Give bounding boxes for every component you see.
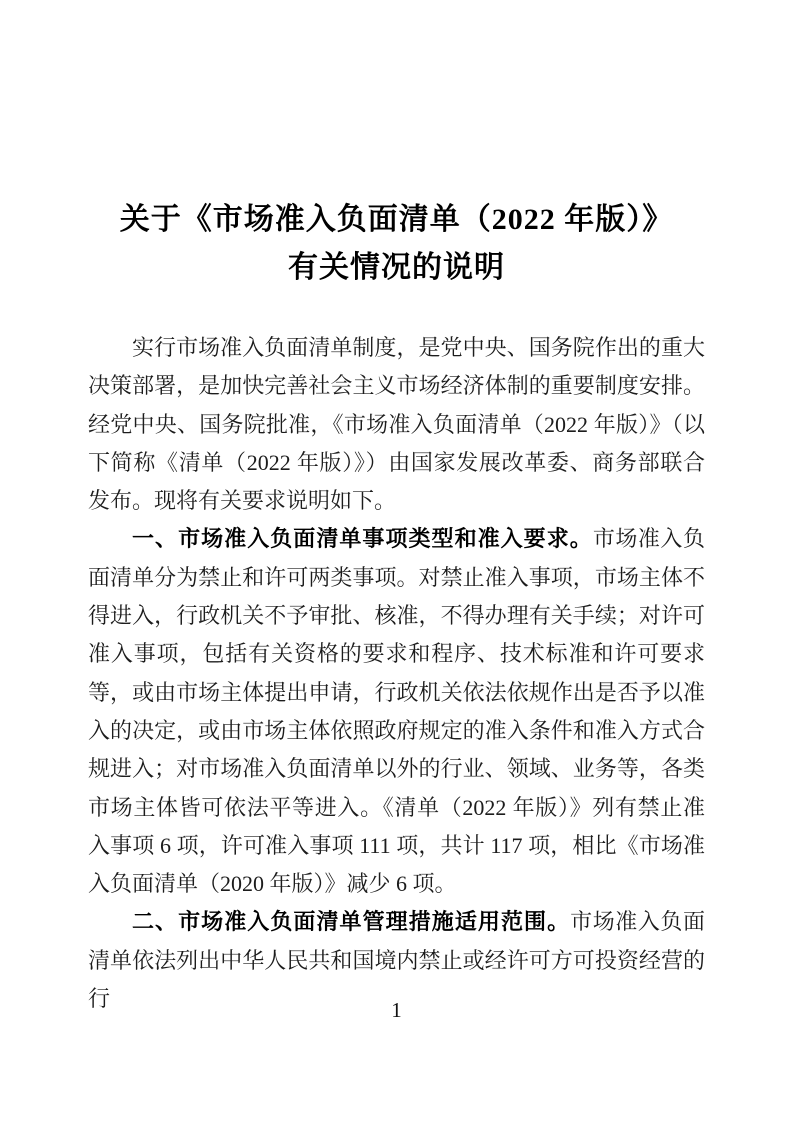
section-2-text: 市场准入负面清单依法列出中华人民共和国境内禁止或经许可方可投资经营的行	[88, 909, 705, 1012]
section-2-heading: 二、市场准入负面清单管理措施适用范围。	[132, 909, 571, 935]
document-title-line-1: 关于《市场准入负面清单（2022 年版）》	[119, 203, 674, 236]
page-number: 1	[391, 998, 402, 1022]
paragraph-intro-text: 实行市场准入负面清单制度，是党中央、国务院作出的重大决策部署，是加快完善社会主义市场经济体制的重要制度安排。经党中央、国务院批准，《市场准入负面清单（2022 年版）》（以下简称《清单（2022 年版）》）由国家发展改革委、商务部联合发布。现将有关要求说明如下。	[88, 335, 705, 514]
document-title-line-2: 有关情况的说明	[288, 251, 505, 284]
section-1-heading: 一、市场准入负面清单事项类型和准入要求。	[132, 526, 593, 552]
paragraph-intro	[88, 329, 705, 520]
document-body	[88, 329, 705, 1018]
section-1-text: 市场准入负面清单分为禁止和许可两类事项。对禁止准入事项，市场主体不得进入，行政机关不予审批、核准，不得办理有关手续；对许可准入事项，包括有关资格的要求和程序、技术标准和许可要求等，或由市场主体提出申请，行政机关依法依规作出是否予以准入的决定，或由市场主体依照政府规定的准入条件和准入方式合规进入；对市场准入负面清单以外的行业、领域、业务等，各类市场主体皆可依法平等进入。《清单（2022 年版）》列有禁止准入事项 6 项，许可准入事项 111 项，共计 117 项，相比《市场准入负面清单（2020 年版）》减少 6 项。	[88, 526, 705, 897]
document-title	[0, 196, 793, 292]
paragraph-section-1	[88, 520, 705, 903]
